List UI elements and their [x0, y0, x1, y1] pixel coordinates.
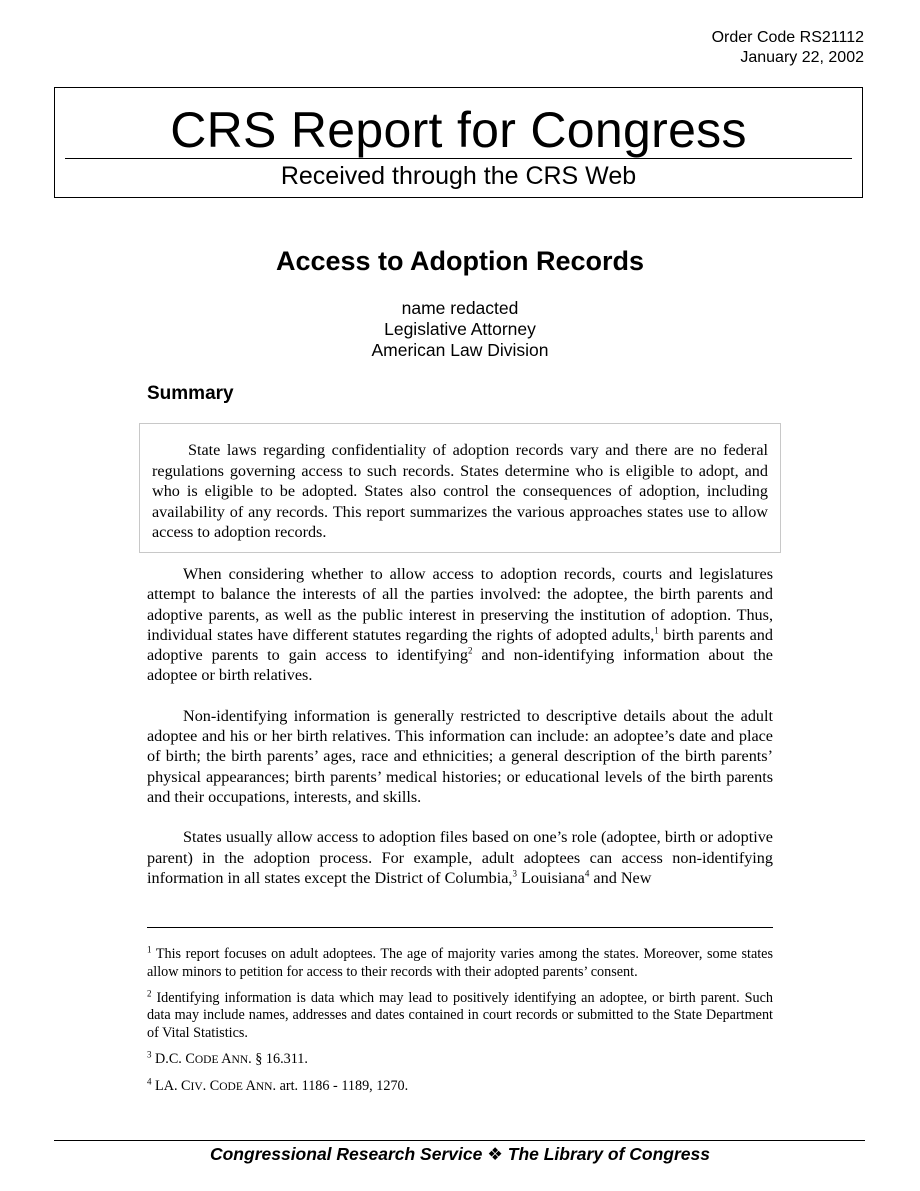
author-block [0, 298, 920, 361]
author-position: Legislative Attorney [384, 319, 536, 339]
report-date: January 22, 2002 [740, 49, 864, 66]
footnote-ref-3: 3 [512, 868, 517, 879]
footnote-2: $^2$ Identifying information is data which may lead to positively identifying an adoptee, or birth parent. Such data may include names, addresses and dates contained in court records or submitted to the State Department of Vital Statistics. [147, 987, 773, 1042]
author-name: name redacted [401, 298, 519, 318]
order-info [712, 28, 864, 68]
summary-box [139, 423, 781, 553]
footnote-1: $^1$ This report focuses on adult adoptees. The age of majority varies among the states. Moreover, some states allow minors to petition for access to their records with their adopted parents’ consent. [147, 944, 773, 980]
footnote-ref-1: 1 [654, 625, 659, 636]
summary-text: State laws regarding confidentiality of adoption records vary and there are no federal regulations governing access to such records. States determine who is eligible to adopt, and who is eligible to be adopted. States also control the consequences of adoption, including availability of any records. This report summarizes the various approaches states use to allow access to adoption records. [152, 441, 768, 541]
footnote-divider [147, 927, 773, 928]
order-code: Order Code RS21112 [711, 29, 864, 46]
footnotes [147, 946, 773, 1105]
banner-divider [65, 158, 852, 159]
body-paragraph-3: States usually allow access to adoption files based on one’s role (adoptee, birth or adoptive parent) in the adoption process. For example, adult adoptees can access non-identifying information in all states except the District of Columbia,$^3$ Louisiana$^4$ and New [147, 828, 773, 887]
footnote-3: $^3$ D.C. CODE ANN. § 16.311. [147, 1049, 308, 1067]
banner-subtitle: Received through the CRS Web [280, 162, 637, 190]
footer-text: Congressional Research Service ❖ The Library of Congress [209, 1144, 711, 1164]
banner-title: CRS Report for Congress [170, 102, 747, 158]
footnote-ref-4: 4 [584, 868, 590, 879]
footnote-4: $^4$ LA. CIV. CODE ANN. art. 1186 - 1189, 1270. [147, 1076, 409, 1094]
summary-heading: Summary [147, 383, 234, 404]
report-banner [54, 87, 863, 198]
footer-divider [54, 1140, 865, 1141]
body-text [147, 564, 773, 908]
body-paragraph-1: When considering whether to allow access to adoption records, courts and legislatures attempt to balance the interests of all the parties involved: the adoptee, the birth parents and adoptive parents, as well as the public interest in preserving the institution of adoption. Thus, individual states have different statutes regarding the rights of adopted adults,$^1$ birth parents and adoptive parents to gain access to identifying$^2$ and non-identifying information about the adoptee or birth relatives. [147, 565, 773, 685]
author-division: American Law Division [371, 340, 549, 360]
body-paragraph-2: Non-identifying information is generally restricted to descriptive details about the adult adoptee and his or her birth relatives. This information can include: an adoptee’s date and place of birth; the birth parents’ ages, race and ethnicities; a general description of the birth parents’ physical appearances; birth parents’ medical histories; or educational levels of the birth parents and their occupations, interests, and skills. [147, 706, 773, 806]
document-title: Access to Adoption Records [275, 246, 645, 276]
footnote-ref-2: 2 [468, 645, 473, 656]
